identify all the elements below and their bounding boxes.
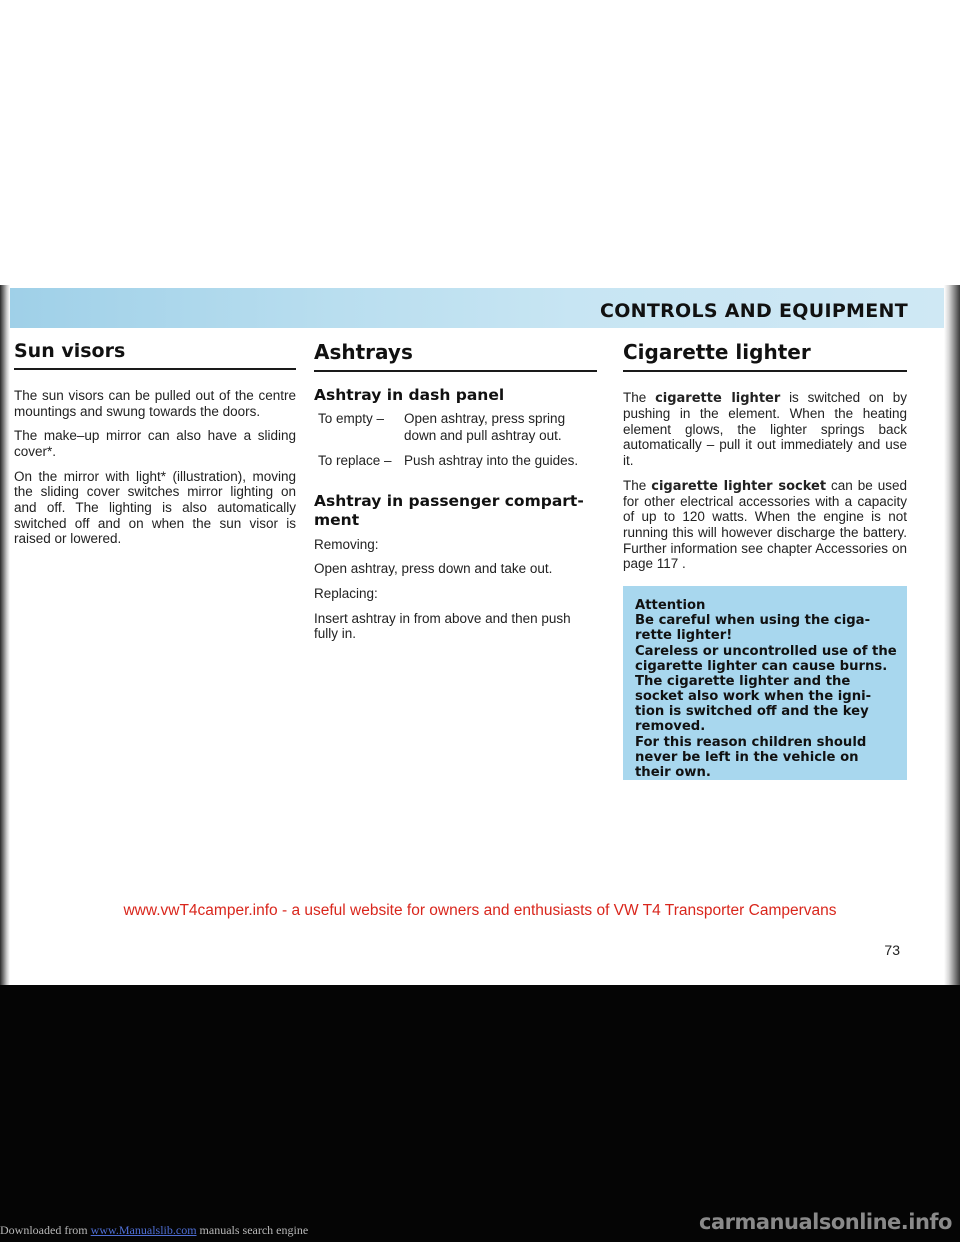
lighter-paragraph-2 <box>623 478 907 572</box>
sun-visors-column <box>14 340 296 556</box>
attention-line-2: Careless or uncontrolled use of the cigarette lighter can cause burns. <box>635 643 897 674</box>
attention-line-3: The cigarette lighter and the socket also work when the igni- tion is switched off and the key removed. <box>635 673 872 735</box>
replace-step-text: Push ashtray into the guides. <box>404 453 579 469</box>
lighter-p2-prefix: The <box>623 477 647 493</box>
sun-visors-paragraph-2: The make–up mirror can also have a sliding cover*. <box>14 428 296 459</box>
passenger-ashtray-heading: Ashtray in passenger compart- ment <box>314 491 584 530</box>
scan-left-edge <box>0 285 10 985</box>
lighter-p1-bold: cigarette lighter <box>655 391 781 406</box>
sun-visors-paragraph-3: On the mirror with light* (illustration), moving the sliding cover switches mirror lighting on and off. The lighting is also automatically switched off and on when the sun visor is raised or lowered. <box>14 468 296 547</box>
lighter-p2-bold: cigarette lighter socket <box>651 478 827 494</box>
lighter-p1-prefix: The <box>623 390 647 405</box>
ashtrays-heading: Ashtrays <box>314 340 597 372</box>
cigarette-lighter-heading: Cigarette lighter <box>623 340 907 372</box>
replacing-label: Replacing: <box>314 585 378 601</box>
removing-label: Removing: <box>314 536 379 552</box>
removing-text: Open ashtray, press down and take out. <box>314 561 553 577</box>
sun-visors-heading: Sun visors <box>14 340 296 370</box>
manualslib-link[interactable]: www.Manualslib.com <box>90 1223 197 1237</box>
empty-step-label: To empty – <box>318 411 385 427</box>
website-note[interactable]: www.vwT4camper.info - a useful website for owners and enthusiasts of VW T4 Transporter Campervans <box>123 902 837 919</box>
section-title: CONTROLS AND EQUIPMENT <box>599 300 908 322</box>
download-prefix: Downloaded from <box>0 1223 88 1237</box>
replace-step-label: To replace – <box>318 453 392 469</box>
download-suffix: manuals search engine <box>199 1223 309 1237</box>
attention-line-4: For this reason children should never be left in the vehicle on their own. <box>635 734 867 780</box>
attention-line-1: Be careful when using the ciga- rette lighter! <box>635 613 871 644</box>
download-bar <box>0 1223 308 1238</box>
empty-step <box>318 411 597 444</box>
replacing-text: Insert ashtray in from above and then push fully in. <box>314 610 571 642</box>
replace-step <box>318 453 597 469</box>
cigarette-lighter-column <box>623 340 907 780</box>
attention-heading: Attention <box>635 598 706 614</box>
page-top-margin <box>0 0 960 285</box>
attention-box <box>623 586 907 780</box>
scan-bottom-border <box>0 985 960 1242</box>
lighter-p2-rest: can be used for other electrical accessories with a capacity of up to 120 watts. When the engine is not running this will however discharge the battery. Further information see chapter Accessories on page 117 . <box>623 477 907 572</box>
site-watermark: carmanualsonline.info <box>699 1210 952 1234</box>
page-number: 73 <box>884 942 900 958</box>
scan-right-edge <box>944 285 960 985</box>
sun-visors-paragraph-1: The sun visors can be pulled out of the centre mountings and swung towards the doors. <box>14 388 296 419</box>
dash-ashtray-heading: Ashtray in dash panel <box>314 386 505 404</box>
empty-step-text: Open ashtray, press spring down and pull ashtray out. <box>404 411 566 443</box>
lighter-p1-rest: is switched on by pushing in the element. When the heating element glows, the lighter springs back automatically – pull it out immediately and use it. <box>623 390 907 469</box>
lighter-paragraph-1 <box>623 390 907 469</box>
ashtrays-column <box>314 340 597 651</box>
